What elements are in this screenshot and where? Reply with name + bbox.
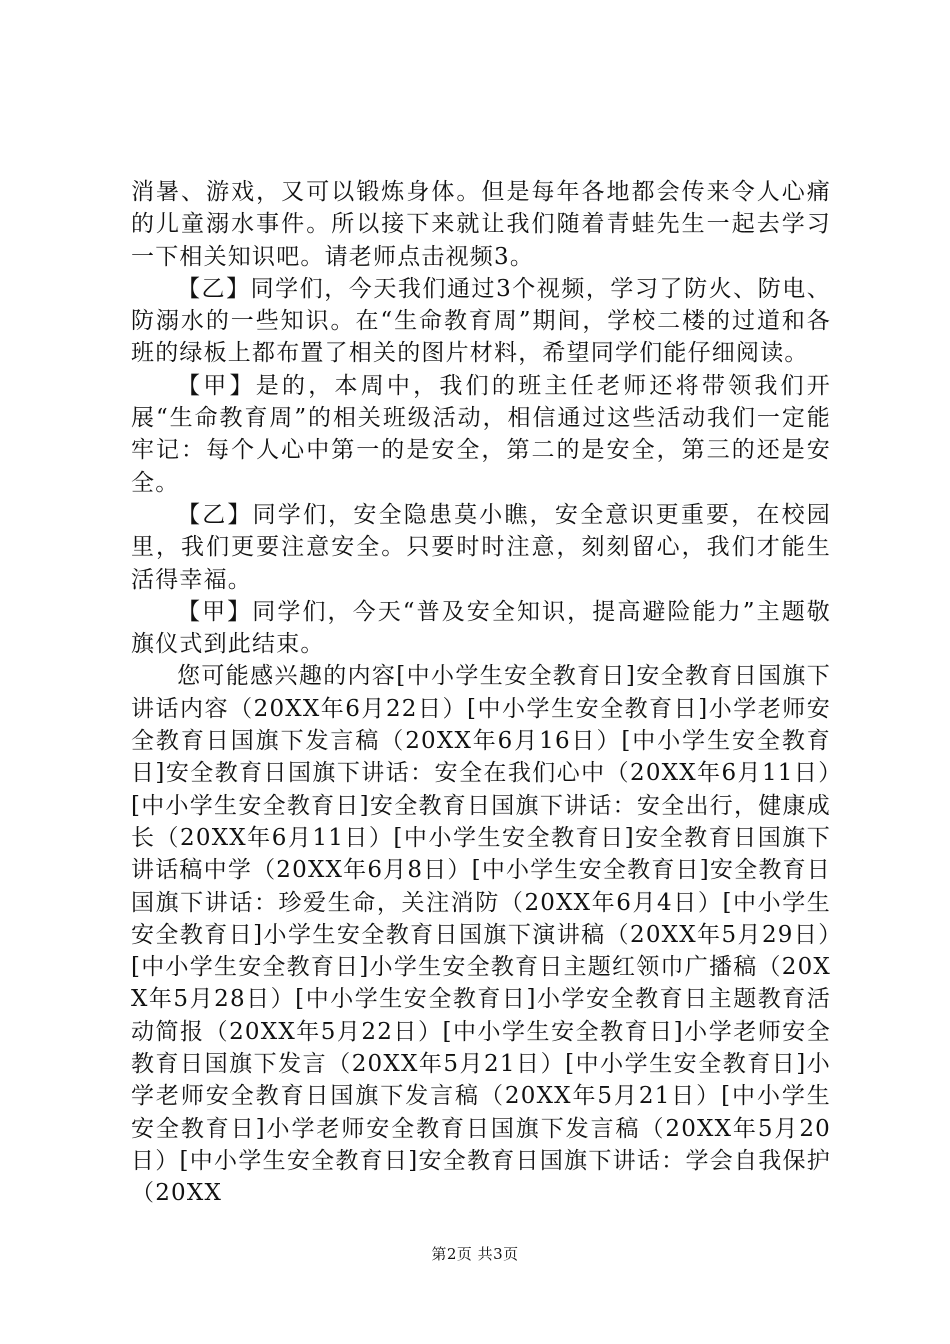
related-content-paragraph: 您可能感兴趣的内容[中小学生安全教育日]安全教育日国旗下讲话内容（20XX年6月22日）[中小学生安全教育日]小学老师安全教育日国旗下发言稿（20XX年6月16日）[中小学生安全教育日]安全教育日国旗下讲话：安全在我们心中（20XX年6月11日）[中小学生安全教育日]安全教育日国旗下讲话：安全出行，健康成长（20XX年6月11日）[中小学生安全教育日]安全教育日国旗下讲话稿中学（20XX年6月8日）[中小学生安全教育日]安全教育日国旗下讲话：珍爱生命，关注消防（20XX年6月4日）[中小学生安全教育日]小学生安全教育日国旗下演讲稿（20XX年5月29日）[中小学生安全教育日]小学生安全教育日主题红领巾广播稿（20XX年5月28日）[中小学生安全教育日]小学安全教育日主题教育活动简报（20XX年5月22日）[中小学生安全教育日]小学老师安全教育日国旗下发言（20XX年5月21日）[中小学生安全教育日]小学老师安全教育日国旗下发言稿（20XX年5月21日）[中小学生安全教育日]小学老师安全教育日国旗下发言稿（20XX年5月20日）[中小学生安全教育日]安全教育日国旗下讲话：学会自我保护（20XX (131, 663, 831, 1207)
paragraph-yi-1: 【乙】同学们，今天我们通过3个视频，学习了防火、防电、防溺水的一些知识。在“生命教育周”期间，学校二楼的过道和各班的绿板上都布置了相关的图片材料，希望同学们能仔细阅读。 (131, 275, 831, 367)
paragraph-yi-2: 【乙】同学们，安全隐患莫小瞧，安全意识更重要，在校园里，我们更要注意安全。只要时时注意，刻刻留心，我们才能生活得幸福。 (131, 501, 831, 593)
paragraph-jia-2: 【甲】同学们，今天“普及安全知识，提高避险能力”主题敬旗仪式到此结束。 (131, 598, 831, 658)
page-footer: 第2页 共3页 (431, 1245, 519, 1263)
document-body (131, 176, 831, 1210)
paragraph-continuation: 消暑、游戏，又可以锻炼身体。但是每年各地都会传来令人心痛的儿童溺水事件。所以接下来就让我们随着青蛙先生一起去学习一下相关知识吧。请老师点击视频3。 (131, 179, 831, 270)
paragraph-jia-1: 【甲】是的，本周中，我们的班主任老师还将带领我们开展“生命教育周”的相关班级活动，相信通过这些活动我们一定能牢记：每个人心中第一的是安全，第二的是安全，第三的还是安全。 (131, 372, 831, 496)
